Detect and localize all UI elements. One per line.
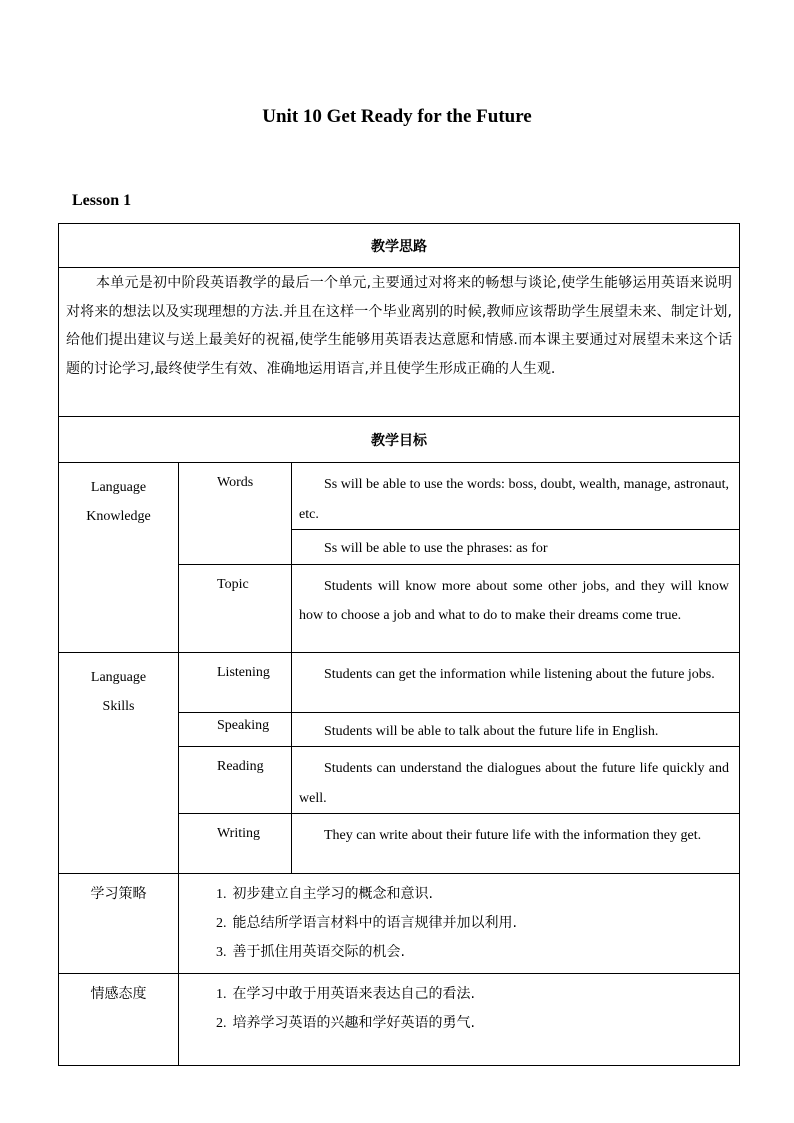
writing-objective-text: They can write about their future life with the information they get.: [324, 828, 702, 843]
reading-objective: [292, 747, 740, 814]
list-number: 1.: [216, 887, 227, 902]
list-text: 在学习中敢于用英语来表达自己的看法.: [232, 986, 475, 1002]
language-skills-label: [59, 652, 179, 874]
language-knowledge-label: [59, 463, 179, 653]
list-number: 2.: [216, 916, 227, 931]
language-skills-label-line1: Language: [90, 669, 147, 685]
list-item: [216, 1009, 739, 1038]
strategy-list: [179, 874, 740, 974]
listening-objective-text: Students can get the information while listening about the future jobs.: [324, 666, 715, 682]
list-text: 善于抓住用英语交际的机会.: [232, 944, 405, 960]
list-text: 初步建立自主学习的概念和意识.: [232, 886, 433, 902]
document-title: Unit 10 Get Ready for the Future: [262, 106, 532, 127]
listening-label: Listening: [179, 652, 292, 712]
lesson-heading: Lesson 1: [72, 192, 132, 209]
speaking-label: Speaking: [179, 712, 292, 747]
lesson-plan-table: [58, 223, 740, 1066]
topic-label: Topic: [179, 564, 292, 652]
list-item: [216, 880, 739, 909]
topic-objective-text: Students will know more about some other jobs, and they will know how to choose a job and what to do to make their dreams come true.: [299, 578, 729, 623]
writing-objective: [292, 814, 740, 874]
list-item: [216, 938, 739, 967]
writing-label: Writing: [179, 814, 292, 874]
phrases-objective-text: Ss will be able to use the phrases: as for: [324, 541, 548, 556]
strategy-label: 学习策略: [59, 874, 179, 974]
objectives-header: 教学目标: [59, 417, 740, 463]
attitude-label: 情感态度: [59, 974, 179, 1066]
thinking-paragraph: 本单元是初中阶段英语教学的最后一个单元,主要通过对将来的畅想与谈论,使学生能够运用英语来说明对将来的想法以及实现理想的方法.并且在这样一个毕业离别的时候,教师应该帮助学生展望未来、制定计划,给他们提出建议与送上最美好的祝福,使学生能够用英语表达意愿和情感.而本课主要通过对展望未来这个话题的讨论学习,最终使学生有效、准确地运用语言,并且使学生形成正确的人生观.: [59, 268, 740, 417]
list-number: 1.: [216, 987, 227, 1002]
topic-objective: [292, 564, 740, 652]
words-label: Words: [179, 463, 292, 565]
thinking-header: 教学思路: [59, 224, 740, 268]
language-knowledge-label-line1: Language: [90, 480, 147, 495]
attitude-list: [179, 974, 740, 1066]
reading-objective-text: Students can understand the dialogues about the future life quickly and well.: [299, 761, 729, 806]
listening-objective: [292, 652, 740, 712]
list-item: [216, 980, 739, 1009]
list-text: 培养学习英语的兴趣和学好英语的勇气.: [232, 1015, 475, 1031]
list-number: 3.: [216, 945, 227, 960]
words-objective: [292, 463, 740, 530]
words-objective-text: Ss will be able to use the words: boss, doubt, wealth, manage, astronaut, etc.: [299, 477, 729, 522]
reading-label: Reading: [179, 747, 292, 814]
phrases-objective: [292, 530, 740, 565]
language-knowledge-label-line2: Knowledge: [86, 509, 151, 524]
list-number: 2.: [216, 1016, 227, 1031]
language-skills-label-line2: Skills: [102, 698, 135, 714]
speaking-objective-text: Students will be able to talk about the future life in English.: [324, 723, 659, 739]
speaking-objective: [292, 712, 740, 747]
list-item: [216, 909, 739, 938]
list-text: 能总结所学语言材料中的语言规律并加以利用.: [232, 915, 517, 931]
